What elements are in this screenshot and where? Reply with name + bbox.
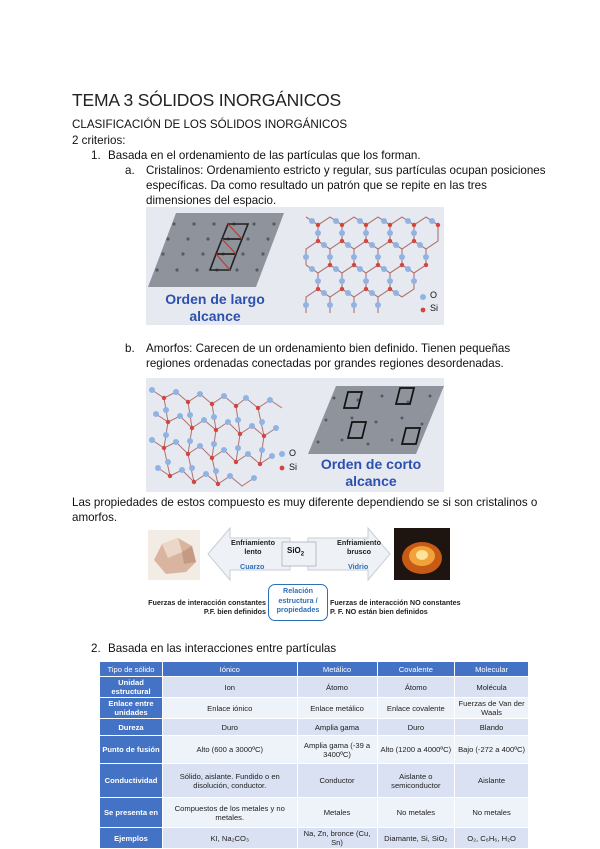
properties-line: amorfos. (72, 511, 118, 524)
section-subtitle: CLASIFICACIÓN DE LOS SÓLIDOS INORGÁNICOS (72, 118, 348, 131)
table-row (100, 698, 529, 719)
legend-oxygen-label: O (289, 448, 297, 458)
slow-cooling-line: lento (244, 547, 262, 556)
crystalline-properties-line: P.F. bien definidos (203, 607, 266, 616)
item1a-line: dimensiones del espacio. (146, 194, 277, 207)
quartz-rock-icon (148, 530, 200, 580)
item1b-paragraph (146, 341, 566, 371)
legend-silicon-label: Si (430, 303, 439, 313)
oxygen-atoms (303, 218, 438, 308)
table-cell: Metales (297, 798, 377, 828)
legend-silicon-marker (280, 466, 285, 471)
relation-line: propiedades (276, 605, 320, 614)
legend-oxygen-marker (420, 294, 426, 300)
table-cell: Sólido, aislante. Fundido o en disolución, conductor. (163, 764, 298, 798)
lattice-plane (148, 213, 284, 287)
slow-cooling-label (226, 538, 280, 556)
fast-cooling-label (332, 538, 386, 556)
silica-network (306, 217, 438, 313)
amorphous-properties-label (330, 598, 480, 616)
cooling-diagram (136, 526, 476, 620)
item1b-line: Amorfos: Carecen de un ordenamiento bien definido. Tienen pequeñas (146, 342, 511, 355)
item2-number: 2. (91, 642, 101, 655)
table-cell: Amplia gama (-39 a 3400ºC) (297, 736, 377, 764)
table-cell: Aislante (455, 764, 529, 798)
table-cell: Diamante, Si, SiO₂ (377, 828, 455, 849)
item1-number: 1. (91, 149, 101, 162)
table-cell: Molécula (455, 677, 529, 698)
crystalline-figure (146, 207, 444, 325)
crystalline-caption (150, 291, 280, 325)
table-header-row (100, 662, 529, 677)
caption-line: Orden de largo (165, 291, 265, 307)
caption-line: Orden de corto (320, 456, 422, 472)
item1a-paragraph (146, 163, 566, 208)
amorphous-properties-line: Fuerzas de interacción NO constantes (330, 598, 461, 607)
item1a-line: específicas. Da como resultado un patrón que se repite en las tres (146, 179, 487, 192)
crystalline-properties-line: Fuerzas de interacción constantes (148, 598, 266, 607)
item1b-line: regiones ordenadas conectadas por grandes regiones desordenadas. (146, 357, 504, 370)
table-cell: Blando (455, 719, 529, 736)
table-row (100, 828, 529, 849)
amorphous-figure (146, 378, 444, 492)
table-cell: Aislante o semiconductor (377, 764, 455, 798)
properties-line: Las propiedades de estos compuesto es muy diferente dependiendo se si son cristalinos o (72, 496, 538, 509)
item1a-line: Cristalinos: Ordenamiento estricto y regular, sus partículas ocupan posiciones (146, 164, 546, 177)
row-header: Enlace entre unidades (100, 698, 163, 719)
table-row (100, 677, 529, 698)
amorphous-caption (306, 456, 436, 490)
item1a-letter: a. (125, 164, 135, 177)
table-header: Molecular (455, 662, 529, 677)
relation-box (268, 584, 328, 621)
legend-silicon-label: Si (289, 462, 298, 472)
table-cell: Alto (1200 a 4000ºC) (377, 736, 455, 764)
table-cell: Amplia gama (297, 719, 377, 736)
criteria-label: 2 criterios: (72, 134, 126, 147)
item1-text: Basada en el ordenamiento de las partículas que los forman. (108, 149, 421, 162)
sio2-subscript: 2 (300, 551, 305, 558)
table-cell: Fuerzas de Van der Waals (455, 698, 529, 719)
properties-paragraph (72, 495, 552, 525)
molten-glass-icon (394, 528, 450, 580)
table-cell: Alto (600 a 3000ºC) (163, 736, 298, 764)
item2-text: Basada en las interacciones entre partículas (108, 642, 337, 655)
relation-line: Relación (283, 586, 313, 595)
row-header: Unidad estructural (100, 677, 163, 698)
caption-line: alcance (345, 473, 397, 489)
table-cell: Átomo (377, 677, 455, 698)
table-cell: Na, Zn, bronce (Cu, Sn) (297, 828, 377, 849)
row-header: Conductividad (100, 764, 163, 798)
table-cell: Átomo (297, 677, 377, 698)
glass-melt-photo (394, 528, 450, 580)
fast-cooling-line: Enfriamiento (337, 538, 381, 547)
quartz-label: Cuarzo (240, 562, 265, 571)
page-title: TEMA 3 SÓLIDOS INORGÁNICOS (72, 90, 342, 110)
table-row (100, 798, 529, 828)
amorphous-plane (308, 386, 444, 454)
table-cell: No metales (377, 798, 455, 828)
row-header: Dureza (100, 719, 163, 736)
sio2-formula: SiO (287, 546, 301, 555)
table-row (100, 719, 529, 736)
legend-silicon-marker (421, 308, 426, 313)
table-row (100, 736, 529, 764)
table-cell: KI, Na₂CO₃ (163, 828, 298, 849)
crystalline-properties-label (126, 598, 266, 616)
row-header: Punto de fusión (100, 736, 163, 764)
relation-line: estructura / (278, 595, 318, 605)
row-header: Ejemplos (100, 828, 163, 849)
fast-cooling-line: brusco (347, 547, 371, 556)
table-cell: Ion (163, 677, 298, 698)
table-cell: O₂, C₆H₆, H₂O (455, 828, 529, 849)
table-cell: Duro (163, 719, 298, 736)
legend-oxygen-marker (279, 451, 285, 457)
item1b-letter: b. (125, 342, 135, 355)
table-cell: Enlace metálico (297, 698, 377, 719)
legend-oxygen-label: O (430, 290, 438, 300)
table-cell: No metales (455, 798, 529, 828)
table-cell: Compuestos de los metales y no metales. (163, 798, 298, 828)
table-cell: Conductor (297, 764, 377, 798)
table-header: Tipo de sólido (100, 662, 163, 677)
sio2-label (287, 546, 304, 558)
table-header: Covalente (377, 662, 455, 677)
table-row (100, 764, 529, 798)
slow-cooling-line: Enfriamiento (231, 538, 275, 547)
table-header: Iónico (163, 662, 298, 677)
table-cell: Enlace iónico (163, 698, 298, 719)
row-header: Se presenta en (100, 798, 163, 828)
solid-types-table (99, 661, 529, 849)
caption-line: alcance (189, 308, 241, 324)
amorphous-properties-line: P. F. NO están bien definidos (330, 607, 428, 616)
table-header: Metálico (297, 662, 377, 677)
glass-label: Vidrio (348, 562, 369, 571)
table-cell: Enlace covalente (377, 698, 455, 719)
quartz-photo (148, 530, 200, 580)
table-cell: Duro (377, 719, 455, 736)
table-cell: Bajo (-272 a 400ºC) (455, 736, 529, 764)
